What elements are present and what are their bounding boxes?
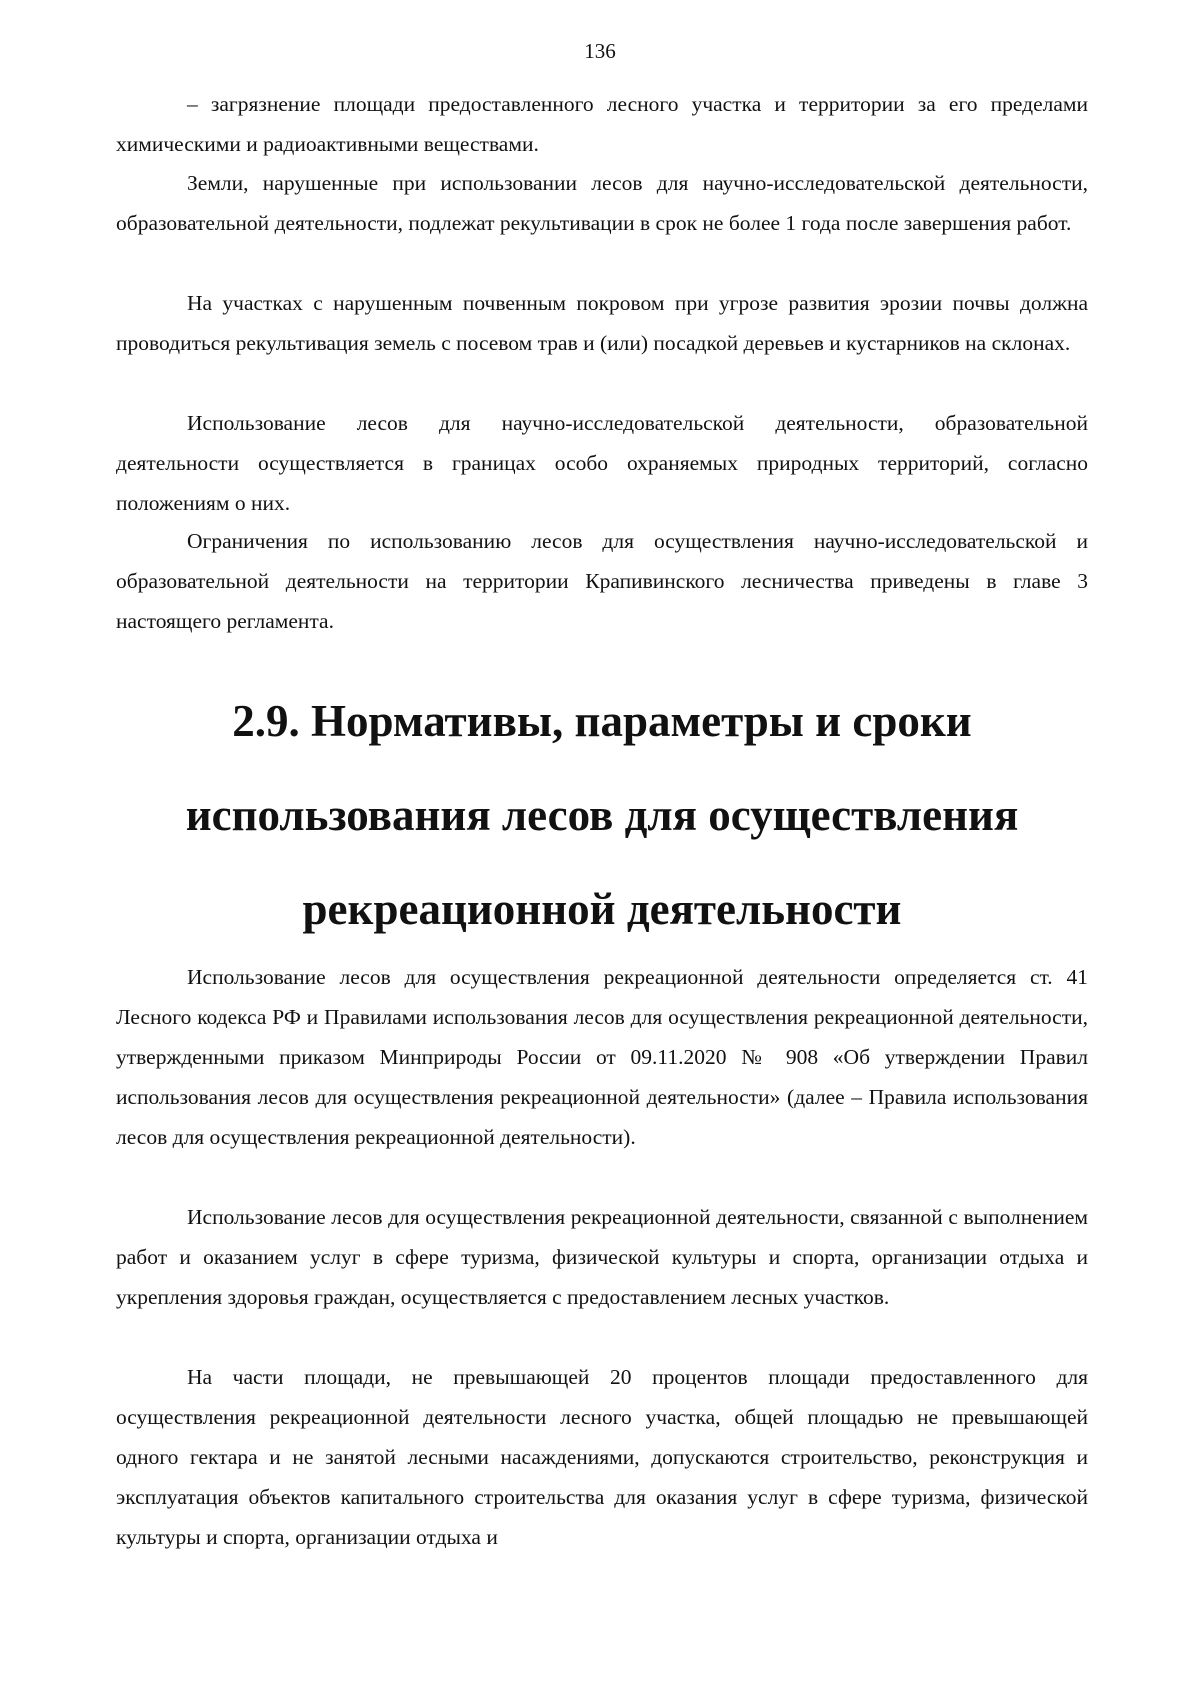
page-number: 136: [584, 39, 616, 63]
paragraph-pollution: – загрязнение площади предоставленного лесного участка и территории за его пределами химическими и радиоактивными веществами.: [116, 92, 1088, 156]
paragraph-land-reclamation: Земли, нарушенные при использовании лесов для научно-исследовательской деятельности, образовательной деятельности, подлежат рекультивации в срок не более 1 года после завершения работ.: [116, 171, 1088, 235]
paragraph-protected-areas: Использование лесов для научно-исследовательской деятельности, образовательной деятельности осуществляется в границах особо охраняемых природных территорий, согласно положениям о них.: [116, 411, 1088, 515]
paragraph-restrictions: Ограничения по использованию лесов для осуществления научно-исследовательской и образовательной деятельности на территории Крапивинского лесничества приведены в главе 3 настоящего регламента.: [116, 529, 1088, 633]
paragraph-capital-construction: На части площади, не превышающей 20 процентов площади предоставленного для осуществления рекреационной деятельности лесного участка, общей площадью не превышающей одного гектара и не занятой лесными насаждениями, допускаются строительство, реконструкция и эксплуатация объектов капитального строительства для оказания услуг в сфере туризма, физической культуры и спорта, организации отдыха и: [116, 1365, 1088, 1549]
paragraph-recreation-services: Использование лесов для осуществления рекреационной деятельности, связанной с выполнением работ и оказанием услуг в сфере туризма, физической культуры и спорта, организации отдыха и укрепления здоровья граждан, осуществляется с предоставлением лесных участков.: [116, 1205, 1088, 1309]
section-heading: 2.9. Нормативы, параметры и сроки использования лесов для осуществления рекреационной деятельности: [185, 696, 1019, 934]
paragraph-recreation-basis: Использование лесов для осуществления рекреационной деятельности определяется ст. 41 Лесного кодекса РФ и Правилами использования лесов для осуществления рекреационной деятельности, утвержденными приказом Минприроды России от 09.11.2020 № 908 «Об утверждении Правил использования лесов для осуществления рекреационной деятельности» (далее – Правила использования лесов для осуществления рекреационной деятельности).: [116, 965, 1088, 1149]
paragraph-soil-erosion: На участках с нарушенным почвенным покровом при угрозе развития эрозии почвы должна проводиться рекультивация земель с посевом трав и (или) посадкой деревьев и кустарников на склонах.: [116, 291, 1088, 355]
